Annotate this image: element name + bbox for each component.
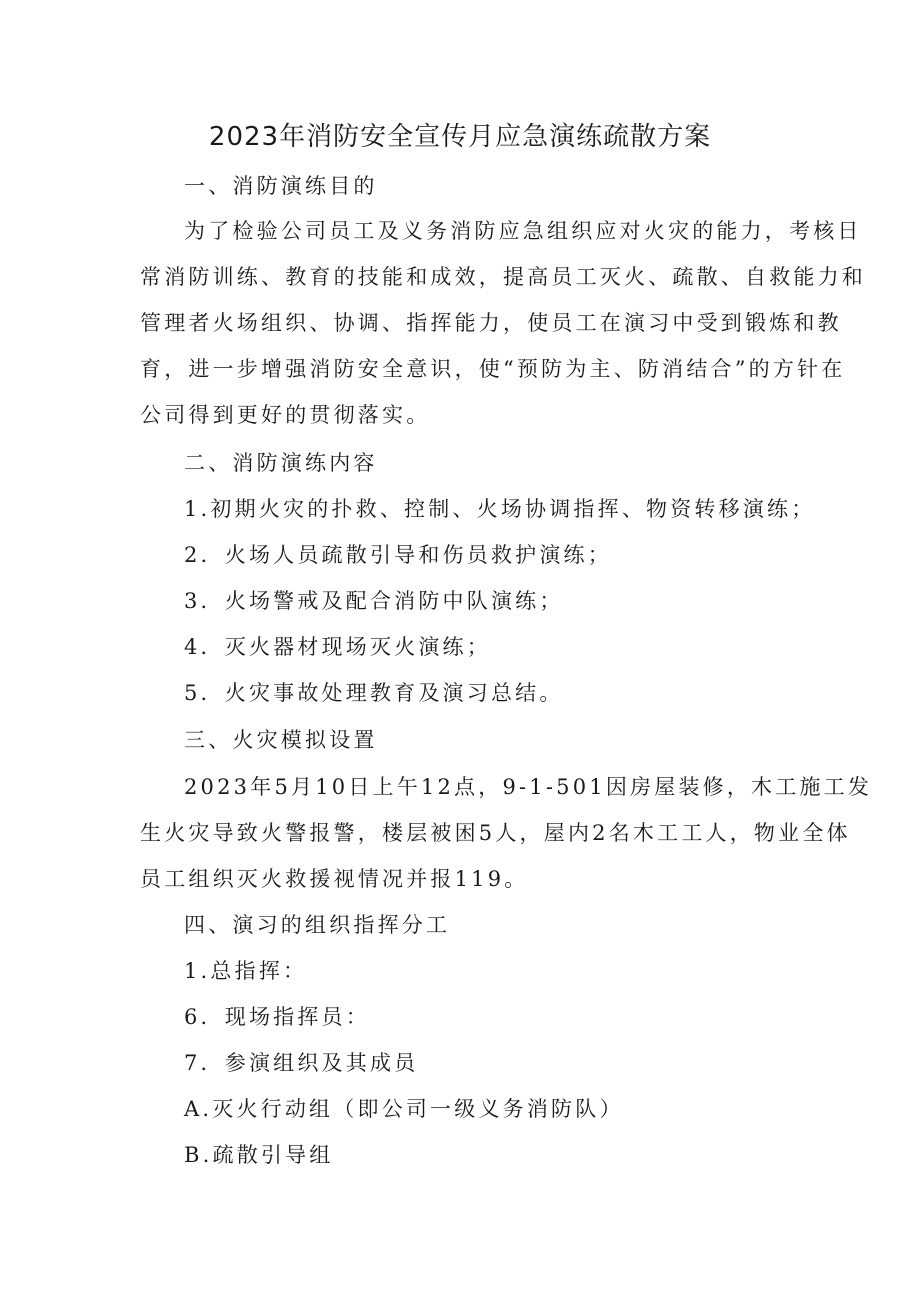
- section-1-paragraph-line: 常消防训练、教育的技能和成效，提高员工灭火、疏散、自救能力和: [140, 265, 866, 289]
- section-1-paragraph-line: 为了检验公司员工及义务消防应急组织应对火灾的能力，考核日: [184, 219, 862, 243]
- section-3-paragraph-line: 2023年5月10日上午12点，9-1-501因房屋装修，木工施工发: [184, 775, 873, 799]
- section-2-list-item: 4．灭火器材现场灭火演练；: [184, 635, 491, 659]
- section-4-list-item: A.灭火行动组（即公司一级义务消防队）: [184, 1097, 624, 1121]
- section-1-paragraph-line: 公司得到更好的贯彻落实。: [140, 403, 431, 427]
- section-3-paragraph-line: 生火灾导致火警报警，楼层被困5人，屋内2名木工工人，物业全体: [140, 821, 851, 845]
- section-3-heading: 三、火灾模拟设置: [184, 728, 378, 752]
- section-2-list-item: 3．火场警戒及配合消防中队演练；: [184, 589, 564, 613]
- section-1-paragraph-line: 管理者火场组织、协调、指挥能力，使员工在演习中受到锻炼和教: [140, 311, 842, 335]
- section-2-list-item: 5．火灾事故处理教育及演习总结。: [184, 681, 564, 705]
- section-2-list-item: 1.初期火灾的扑救、控制、火场协调指挥、物资转移演练；: [184, 497, 816, 521]
- section-1-heading: 一、消防演练目的: [184, 174, 378, 198]
- section-2-list-item: 2．火场人员疏散引导和伤员救护演练；: [184, 543, 612, 567]
- section-3-paragraph-line: 员工组织灭火救援视情况并报119。: [140, 867, 529, 891]
- section-4-list-item: 6．现场指挥员：: [184, 1005, 370, 1029]
- section-4-list-item: B.疏散引导组: [184, 1143, 334, 1167]
- section-2-heading: 二、消防演练内容: [184, 451, 378, 475]
- section-4-list-item: 7．参演组织及其成员: [184, 1051, 419, 1075]
- document-title: 2023年消防安全宣传月应急演练疏散方案: [208, 122, 712, 152]
- section-4-list-item: 1.总指挥：: [184, 959, 308, 983]
- section-1-paragraph-line: 育，进一步增强消防安全意识，使“预防为主、防消结合”的方针在: [140, 357, 846, 381]
- section-4-heading: 四、演习的组织指挥分工: [184, 913, 451, 937]
